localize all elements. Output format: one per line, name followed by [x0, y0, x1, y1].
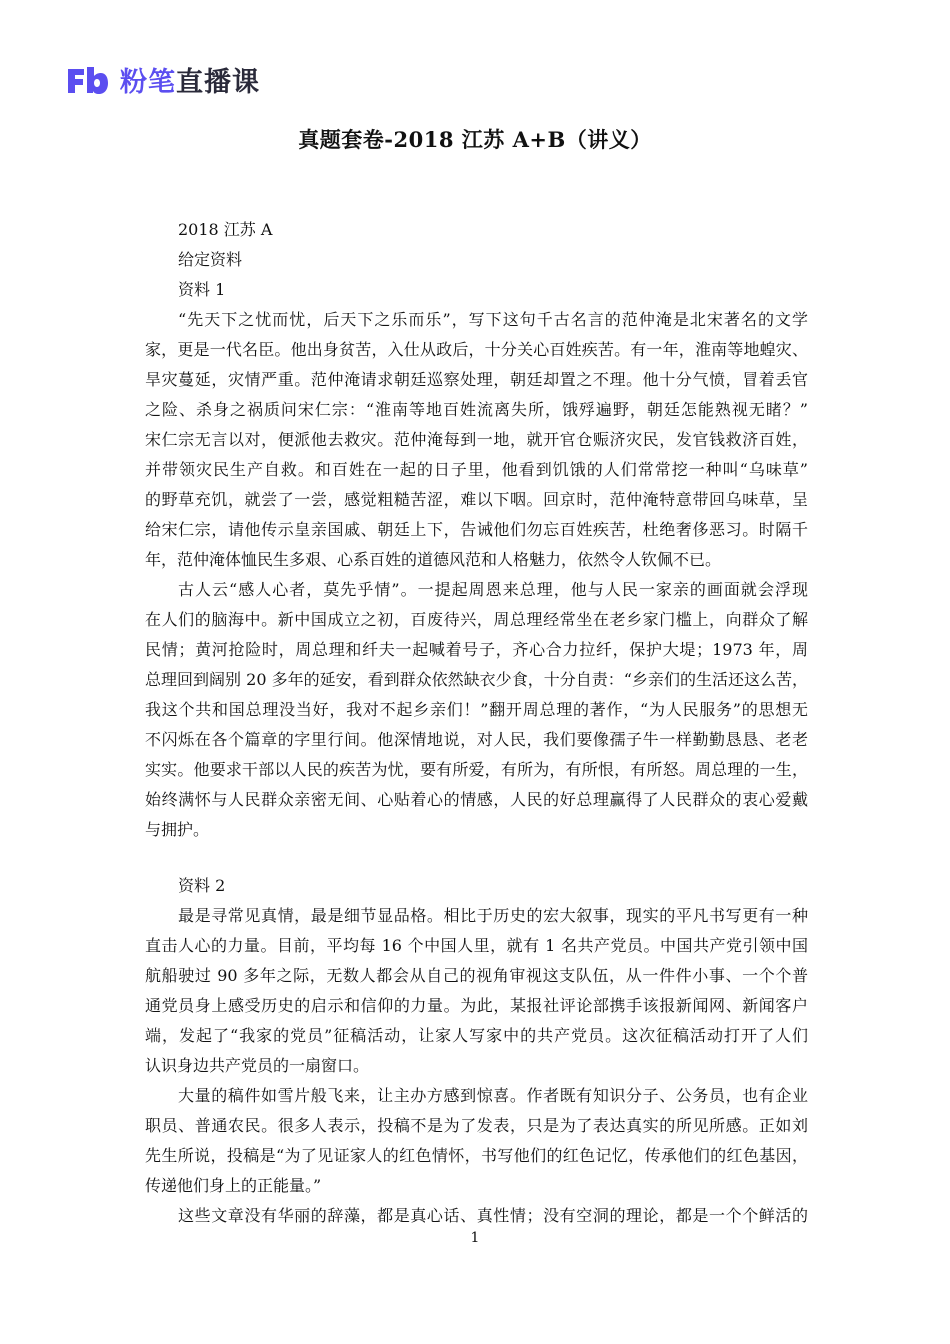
spacer: [145, 845, 808, 871]
paragraph-line: 实实。他要求干部以人民的疾苦为忧，要有所爱，有所为，有所恨，有所怒。周总理的一生，: [145, 760, 808, 779]
paragraph-line: 并带领灾民生产自救。和百姓在一起的日子里，他看到饥饿的人们常常挖一种叫“乌味草”: [145, 460, 808, 479]
paragraph-line: 航船驶过 90 多年之际，无数人都会从自己的视角审视这支队伍，从一件件小事、一个个普: [145, 966, 808, 985]
paragraph-line: 传递他们身上的正能量。”: [145, 1176, 322, 1195]
paragraph-line: 在人们的脑海中。新中国成立之初，百废待兴，周总理经常坐在老乡家门槛上，向群众了解: [145, 610, 808, 629]
paragraph-line: 旱灾蔓延，灾情严重。范仲淹请求朝廷巡察处理，朝廷却置之不理。他十分气愤，冒着丢官: [145, 370, 808, 389]
paragraph-line: 大量的稿件如雪片般飞来，让主办方感到惊喜。作者既有知识分子、公务员，也有企业: [178, 1086, 808, 1105]
logo-brand-text: 粉笔: [120, 67, 176, 98]
paragraph-line: 最是寻常见真情，最是细节显品格。相比于历史的宏大叙事，现实的平凡书写更有一种: [178, 906, 808, 925]
paragraph-line: 古人云“感人心者，莫先乎情”。一提起周恩来总理，他与人民一家亲的画面就会浮现: [178, 580, 808, 599]
paragraph-line: “先天下之忧而忧，后天下之乐而乐”，写下这句千古名言的范仲淹是北宋著名的文学: [178, 310, 808, 329]
paragraph-line: 通党员身上感受历史的启示和信仰的力量。为此，某报社评论部携手该报新闻网、新闻客户: [145, 996, 808, 1015]
document-body: [145, 215, 808, 1231]
paragraph-line: 总理回到阔别 20 多年的延安，看到群众依然缺衣少食，十分自责：“乡亲们的生活还这么苦，: [145, 670, 808, 689]
paragraph-line: 的野草充饥，就尝了一尝，感觉粗糙苦涩，难以下咽。回京时，范仲淹特意带回乌味草，呈: [145, 490, 808, 509]
paragraph-line: 职员、普通农民。很多人表示，投稿不是为了发表，只是为了表达真实的所见所感。正如刘: [145, 1116, 808, 1135]
fb-logo-icon: [66, 64, 108, 96]
paragraph-line: 与拥护。: [145, 820, 210, 839]
paragraph-line: 年，范仲淹体恤民生多艰、心系百姓的道德风范和人格魅力，依然令人钦佩不已。: [145, 550, 722, 569]
paragraph: [145, 1201, 808, 1231]
fenbi-logo: [66, 60, 260, 99]
section-label: 2018 江苏 A: [178, 220, 273, 239]
paragraph-line: 我这个共和国总理没当好，我对不起乡亲们！”翻开周总理的著作，“为人民服务”的思想无: [145, 700, 808, 719]
paragraph-line: 始终满怀与人民群众亲密无间、心贴着心的情感，人民的好总理赢得了人民群众的衷心爱戴: [145, 790, 808, 809]
paragraph: [145, 901, 808, 1081]
material-2-text: [145, 901, 808, 1231]
paragraph-line: 之险、杀身之祸质问宋仁宗：“淮南等地百姓流离失所，饿殍遍野，朝廷怎能熟视无睹？”: [145, 400, 808, 419]
material-1-label: 资料 1: [178, 280, 226, 299]
page-number: 1: [470, 1230, 480, 1246]
paragraph-line: 认识身边共产党员的一扇窗口。: [145, 1056, 370, 1075]
material-1-text: [145, 305, 808, 845]
logo-product-text: 直播课: [176, 67, 260, 98]
paragraph: [145, 575, 808, 845]
subsection-label: 给定资料: [178, 250, 243, 269]
material-2-label: 资料 2: [178, 876, 226, 895]
paragraph-line: 直击人心的力量。目前，平均每 16 个中国人里，就有 1 名共产党员。中国共产党引领中国: [145, 936, 808, 955]
paragraph-line: 这些文章没有华丽的辞藻，都是真心话、真性情；没有空洞的理论，都是一个个鲜活的: [178, 1206, 808, 1225]
paragraph-line: 不闪烁在各个篇章的字里行间。他深情地说，对人民，我们要像孺子牛一样勤勤恳恳、老老: [145, 730, 808, 749]
paragraph-line: 民情；黄河抢险时，周总理和纤夫一起喊着号子，齐心合力拉纤，保护大堤；1973 年，周: [145, 640, 808, 659]
paragraph-line: 先生所说，投稿是“为了见证家人的红色情怀，书写他们的红色记忆，传承他们的红色基因，: [145, 1146, 808, 1165]
paragraph-line: 家，更是一代名臣。他出身贫苦，入仕从政后，十分关心百姓疾苦。有一年，淮南等地蝗灾、: [145, 340, 808, 359]
paragraph: [145, 1081, 808, 1201]
paragraph-line: 端，发起了“我家的党员”征稿活动，让家人写家中的共产党员。这次征稿活动打开了人们: [145, 1026, 808, 1045]
paragraph: [145, 305, 808, 575]
document-title: 真题套卷-2018 江苏 A+B（讲义）: [298, 127, 652, 152]
paragraph-line: 给宋仁宗，请他传示皇亲国戚、朝廷上下，告诫他们勿忘百姓疾苦，杜绝奢侈恶习。时隔千: [145, 520, 808, 539]
paragraph-line: 宋仁宗无言以对，便派他去救灾。范仲淹每到一地，就开官仓赈济灾民，发官钱救济百姓，: [145, 430, 808, 449]
